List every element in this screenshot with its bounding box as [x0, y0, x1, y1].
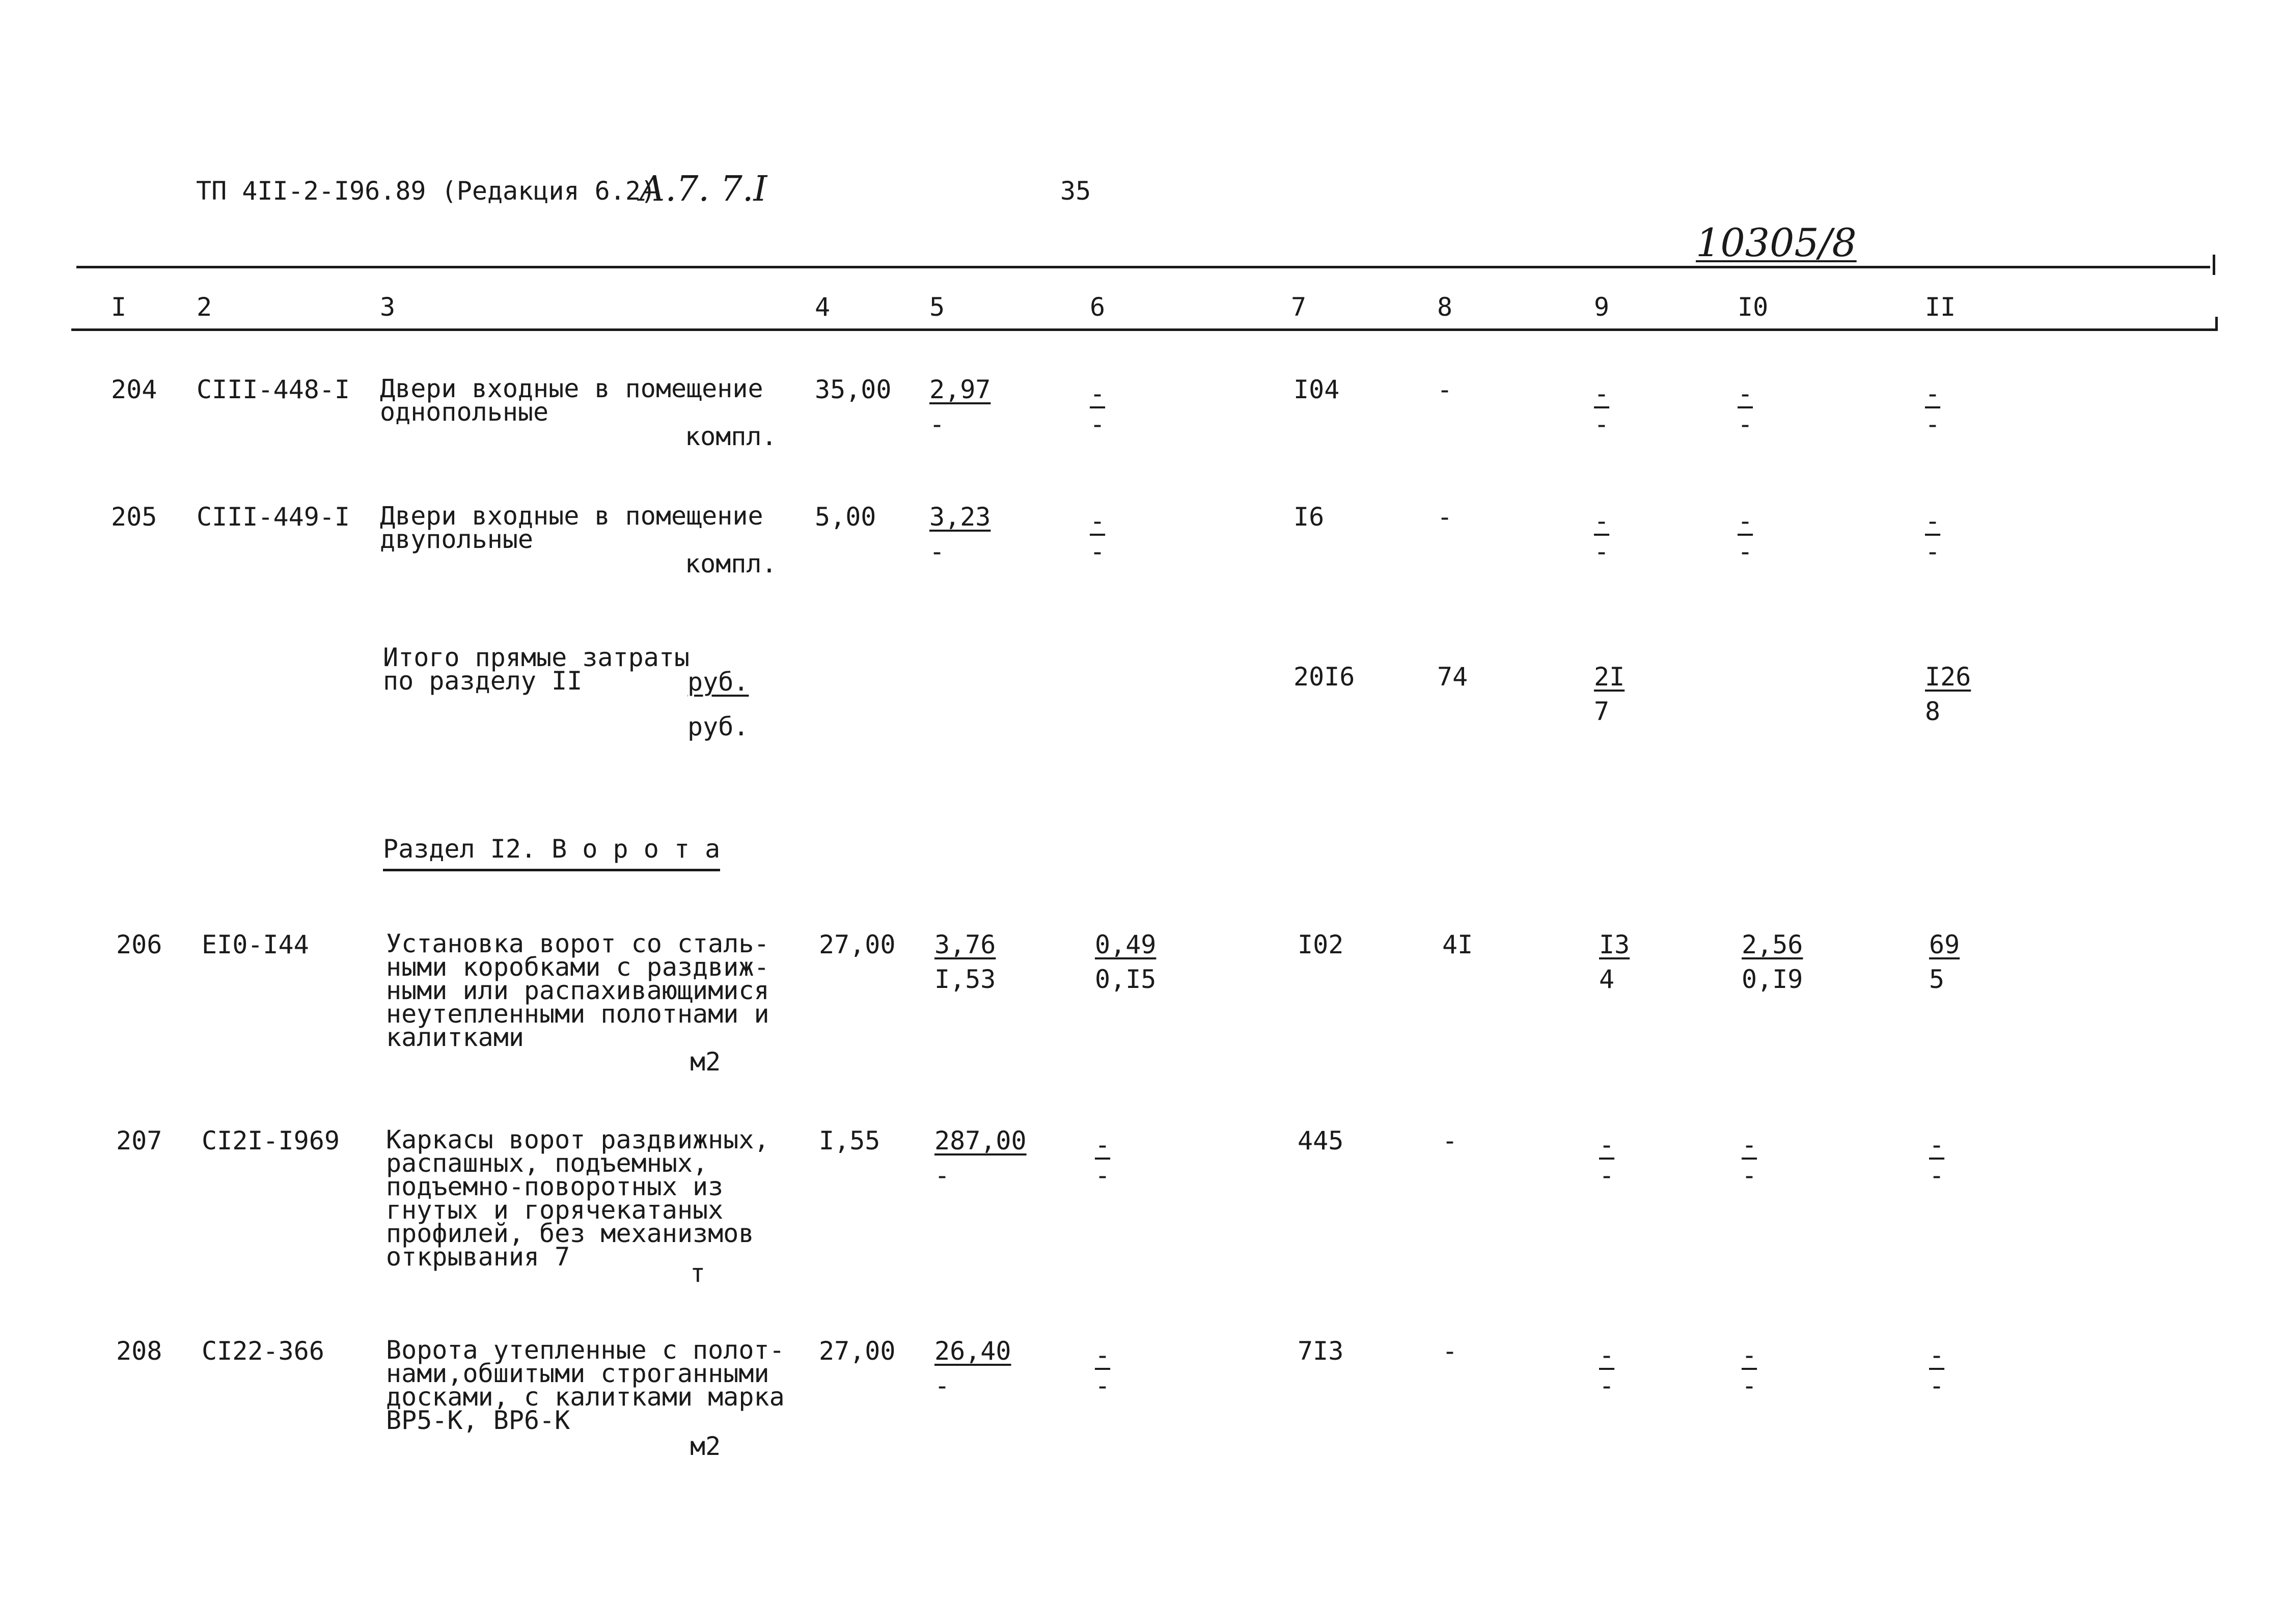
col8: -: [1437, 502, 1453, 532]
totals-col9-bottom: 7: [1594, 697, 1610, 726]
col7: 445: [1298, 1126, 1344, 1155]
col6-bottom: -: [1095, 1161, 1111, 1190]
col10-bottom: -: [1742, 1161, 1757, 1190]
col5-top: 3,76: [934, 930, 996, 959]
quantity: 27,00: [819, 930, 896, 959]
unit-of-measure: м2: [690, 1432, 721, 1461]
col7: 7I3: [1298, 1336, 1344, 1366]
page-number: 35: [1060, 176, 1091, 206]
work-description: Каркасы ворот раздвижных, распашных, подъемных, подъемно-поворотных из гнутых и горячекатаных профилей, без механизмов открывания 7: [386, 1125, 769, 1272]
col5-bottom: I,53: [934, 965, 996, 994]
col8: -: [1442, 1126, 1458, 1155]
col-header-7: 7: [1291, 292, 1307, 322]
col5-bottom: -: [934, 1161, 950, 1190]
col11-top: -: [1925, 506, 1941, 536]
unit-of-measure: компл.: [685, 549, 777, 579]
totals-col8: 74: [1437, 662, 1468, 692]
col5-top: 2,97: [929, 375, 991, 404]
col10-top: -: [1742, 1340, 1757, 1370]
top-rule-tick: [2213, 255, 2215, 275]
col11-bottom: -: [1929, 1161, 1945, 1190]
section-title: Раздел I2. В о р о т а: [383, 836, 720, 871]
totals-col7: 20I6: [1293, 662, 1355, 692]
norm-code: СIII-448-I: [197, 375, 350, 404]
top-rule: [76, 266, 2210, 268]
work-description: Двери входные в помещение однопольные: [380, 374, 763, 427]
norm-code: СI2I-I969: [202, 1126, 340, 1155]
row-number: 204: [111, 375, 157, 404]
col11-bottom: -: [1929, 1371, 1945, 1400]
quantity: 35,00: [815, 375, 892, 404]
unit-of-measure: т: [690, 1258, 706, 1288]
col8: 4I: [1442, 930, 1473, 959]
col-header-5: 5: [929, 292, 945, 322]
col8: -: [1442, 1336, 1458, 1366]
col9-top: -: [1599, 1340, 1615, 1370]
stamp-number: 10305/8: [1696, 220, 1857, 265]
totals-col11-top: I26: [1925, 662, 1971, 692]
col9-bottom: -: [1599, 1371, 1615, 1400]
document-code: ТП 4II-2-I96.89 (Редакция 6.2): [196, 176, 656, 206]
col-header-10: I0: [1738, 292, 1769, 322]
col-header-1: I: [111, 292, 127, 322]
unit-of-measure: компл.: [685, 422, 777, 451]
col6-top: -: [1090, 379, 1106, 408]
col9-top: -: [1599, 1130, 1615, 1160]
col7: I6: [1293, 502, 1325, 532]
norm-code: ЕI0-I44: [202, 930, 309, 959]
col11-top: 69: [1929, 930, 1960, 959]
col10-bottom: 0,I9: [1742, 965, 1803, 994]
col10-bottom: -: [1738, 537, 1753, 566]
col10-bottom: -: [1742, 1371, 1757, 1400]
totals-col11-bottom: 8: [1925, 697, 1941, 726]
totals-col9-top: 2I: [1594, 662, 1625, 692]
column-header-tick: [2215, 317, 2218, 331]
col11-top: -: [1925, 379, 1941, 408]
col5-bottom: -: [929, 409, 945, 439]
col6-bottom: -: [1090, 537, 1106, 566]
work-description: Двери входные в помещение двупольные: [380, 501, 763, 554]
norm-code: СIII-449-I: [197, 502, 350, 532]
col-header-11: II: [1925, 292, 1956, 322]
col11-top: -: [1929, 1340, 1945, 1370]
col9-top: -: [1594, 379, 1610, 408]
col11-top: -: [1929, 1130, 1945, 1160]
row-number: 205: [111, 502, 157, 532]
col8: -: [1437, 375, 1453, 404]
quantity: 5,00: [815, 502, 876, 532]
col-header-3: 3: [380, 292, 396, 322]
col5-top: 26,40: [934, 1336, 1011, 1366]
row-number: 207: [116, 1126, 162, 1155]
col5-top: 287,00: [934, 1126, 1027, 1155]
col9-top: I3: [1599, 930, 1630, 959]
col6-top: 0,49: [1095, 930, 1157, 959]
col-header-9: 9: [1594, 292, 1610, 322]
totals-unit-top: руб.: [687, 667, 749, 697]
col6-bottom: -: [1095, 1371, 1111, 1400]
col9-bottom: -: [1599, 1161, 1615, 1190]
work-description: Установка ворот со сталь- ными коробками с раздвиж- ными или распахивающимися неутепленными полотнами и калитками: [386, 929, 769, 1052]
col9-bottom: 4: [1599, 965, 1615, 994]
col7: I02: [1298, 930, 1344, 959]
unit-of-measure: м2: [690, 1047, 721, 1077]
col9-top: -: [1594, 506, 1610, 536]
handwritten-note: А.7. 7.I: [639, 169, 767, 209]
col5-top: 3,23: [929, 502, 991, 532]
col11-bottom: -: [1925, 537, 1941, 566]
work-description: Ворота утепленные с полот- нами,обшитыми строганными досками, с калитками марка ВР5-К, ВР6-К: [386, 1335, 785, 1435]
col-header-2: 2: [197, 292, 212, 322]
col6-top: -: [1090, 506, 1106, 536]
col6-bottom: 0,I5: [1095, 965, 1157, 994]
col6-top: -: [1095, 1130, 1111, 1160]
col-header-4: 4: [815, 292, 831, 322]
col10-top: 2,56: [1742, 930, 1803, 959]
col-header-6: 6: [1090, 292, 1106, 322]
col11-bottom: -: [1925, 409, 1941, 439]
col9-bottom: -: [1594, 537, 1610, 566]
totals-unit-bottom: руб.: [687, 712, 749, 741]
col10-top: -: [1742, 1130, 1757, 1160]
col-header-8: 8: [1437, 292, 1453, 322]
quantity: 27,00: [819, 1336, 896, 1366]
col10-top: -: [1738, 379, 1753, 408]
row-number: 208: [116, 1336, 162, 1366]
column-header-rule: [71, 328, 2218, 331]
col9-bottom: -: [1594, 409, 1610, 439]
totals-label: Итого прямые затраты по разделу II: [383, 643, 690, 696]
col10-top: -: [1738, 506, 1753, 536]
col10-bottom: -: [1738, 409, 1753, 439]
norm-code: СI22-366: [202, 1336, 324, 1366]
col7: I04: [1293, 375, 1340, 404]
col6-top: -: [1095, 1340, 1111, 1370]
col5-bottom: -: [934, 1371, 950, 1400]
row-number: 206: [116, 930, 162, 959]
col5-bottom: -: [929, 537, 945, 566]
col11-bottom: 5: [1929, 965, 1945, 994]
quantity: I,55: [819, 1126, 880, 1155]
col6-bottom: -: [1090, 409, 1106, 439]
